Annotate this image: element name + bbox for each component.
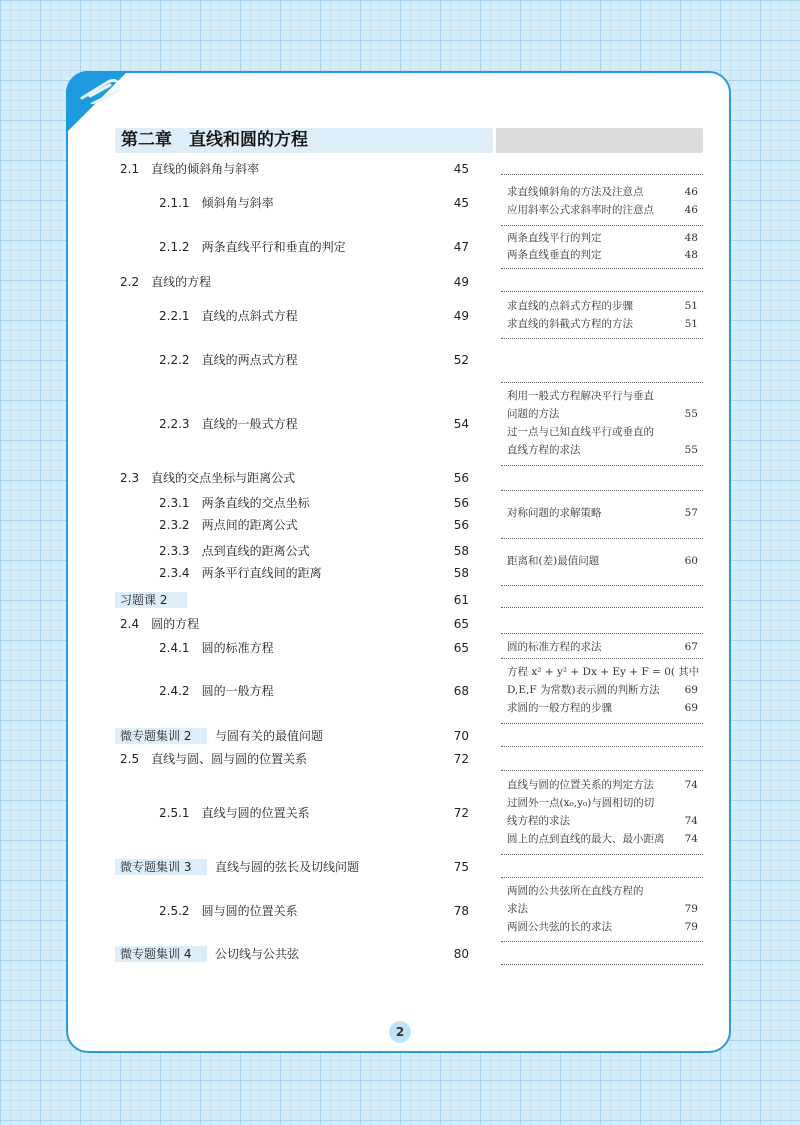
note-item[interactable] — [507, 664, 698, 681]
paperclip-icon — [78, 78, 122, 104]
toc-entry[interactable] — [159, 565, 469, 581]
section-number: 2.1.2 — [159, 240, 190, 254]
section-title: 倾斜角与斜率 — [201, 196, 274, 210]
section-page: 78 — [453, 904, 469, 918]
note-item[interactable] — [507, 202, 698, 219]
note-item[interactable] — [507, 505, 698, 522]
note-page: 46 — [684, 186, 698, 198]
section-page: 58 — [453, 566, 469, 580]
special-tag: 微专题集训 4 — [115, 946, 207, 962]
note-text: 求直线的斜截式方程的方法 — [507, 318, 633, 330]
note-page: 60 — [684, 555, 698, 567]
section-page: 47 — [453, 240, 469, 254]
section-number: 2.1 — [120, 162, 140, 176]
toc-entry[interactable] — [159, 683, 469, 699]
note-text: 圆上的点到直线的最大、最小距离 — [507, 833, 665, 845]
section-page: 49 — [453, 275, 469, 289]
exercise-tag: 习题课 2 — [115, 592, 187, 608]
note-separator — [501, 633, 703, 634]
toc-entry[interactable] — [120, 161, 469, 177]
note-separator — [501, 770, 703, 771]
section-number: 2.3 — [120, 471, 140, 485]
note-item[interactable] — [507, 639, 698, 656]
note-separator — [501, 538, 703, 539]
note-text: D,E,F 为常数)表示圆的判断方法 — [507, 684, 660, 696]
note-item[interactable] — [507, 424, 698, 441]
note-page: 74 — [684, 815, 698, 827]
note-text: 两圆的公共弦所在直线方程的 — [507, 885, 644, 897]
toc-entry[interactable] — [120, 470, 469, 486]
toc-entry-exercise[interactable] — [115, 592, 469, 608]
note-item[interactable] — [507, 247, 698, 264]
note-item[interactable] — [507, 442, 698, 459]
note-separator — [501, 490, 703, 491]
toc-entry[interactable] — [120, 274, 469, 290]
note-item[interactable] — [507, 406, 698, 423]
note-item[interactable] — [507, 682, 698, 699]
note-text: 求圆的一般方程的步骤 — [507, 702, 612, 714]
section-page: 56 — [453, 496, 469, 510]
toc-entry[interactable] — [159, 805, 469, 821]
section-number: 2.3.1 — [159, 496, 190, 510]
note-separator — [501, 854, 703, 855]
section-title: 圆与圆的位置关系 — [201, 904, 298, 918]
note-item[interactable] — [507, 298, 698, 315]
chapter-title: 第二章 直线和圆的方程 — [115, 128, 493, 153]
notes-header-bar — [496, 128, 703, 153]
section-number: 2.4.2 — [159, 684, 190, 698]
note-separator — [501, 585, 703, 586]
section-page: 72 — [453, 752, 469, 766]
section-title: 圆的方程 — [151, 617, 200, 631]
note-item[interactable] — [507, 831, 698, 848]
note-item[interactable] — [507, 777, 698, 794]
section-title: 直线的点斜式方程 — [201, 309, 298, 323]
note-separator — [501, 465, 703, 466]
note-item[interactable] — [507, 795, 698, 812]
toc-entry[interactable] — [159, 640, 469, 656]
note-text: 求直线的点斜式方程的步骤 — [507, 300, 633, 312]
section-number: 2.1.1 — [159, 196, 190, 210]
toc-entry[interactable] — [159, 416, 469, 432]
note-separator — [501, 877, 703, 878]
section-title: 直线的倾斜角与斜率 — [151, 162, 260, 176]
section-title: 两点间的距离公式 — [201, 518, 298, 532]
note-separator — [501, 658, 703, 659]
note-item[interactable] — [507, 388, 698, 405]
note-text: 过圆外一点(x₀,y₀)与圆相切的切 — [507, 797, 655, 809]
note-page: 67 — [684, 641, 698, 653]
section-page: 80 — [453, 947, 469, 961]
toc-entry[interactable] — [159, 543, 469, 559]
note-item[interactable] — [507, 184, 698, 201]
note-separator — [501, 607, 703, 608]
note-separator — [501, 941, 703, 942]
note-separator — [501, 964, 703, 965]
note-text: 线方程的求法 — [507, 815, 570, 827]
section-title: 两条直线平行和垂直的判定 — [201, 240, 346, 254]
note-page: 69 — [684, 702, 698, 714]
section-number: 2.2.1 — [159, 309, 190, 323]
note-page: 74 — [684, 833, 698, 845]
note-page: 46 — [684, 204, 698, 216]
special-tag: 微专题集训 3 — [115, 859, 207, 875]
note-text: 两圆公共弦的长的求法 — [507, 921, 612, 933]
note-separator — [501, 382, 703, 383]
section-page: 65 — [453, 617, 469, 631]
note-page: 79 — [684, 921, 698, 933]
section-title: 点到直线的距离公式 — [201, 544, 310, 558]
note-item[interactable] — [507, 883, 698, 900]
note-text: 距离和(差)最值问题 — [507, 555, 600, 567]
note-item[interactable] — [507, 230, 698, 247]
toc-entry[interactable] — [120, 616, 469, 632]
note-separator — [501, 338, 703, 339]
special-tag: 微专题集训 2 — [115, 728, 207, 744]
toc-entry-special[interactable] — [115, 946, 469, 962]
section-title: 两条直线的交点坐标 — [201, 496, 310, 510]
section-page: 72 — [453, 806, 469, 820]
section-page: 75 — [453, 860, 469, 874]
note-text: 两条直线平行的判定 — [507, 232, 602, 244]
section-page: 61 — [453, 593, 469, 607]
note-text: 两条直线垂直的判定 — [507, 249, 602, 261]
note-item[interactable] — [507, 813, 698, 830]
note-page: 57 — [684, 507, 698, 519]
note-text: 圆的标准方程的求法 — [507, 641, 602, 653]
toc-entry[interactable] — [159, 239, 469, 255]
section-number: 2.5.1 — [159, 806, 190, 820]
note-page: 69 — [684, 684, 698, 696]
section-number: 2.5.2 — [159, 904, 190, 918]
section-page: 56 — [453, 518, 469, 532]
note-page: 79 — [684, 903, 698, 915]
note-page: 51 — [684, 300, 698, 312]
note-text: 过一点与已知直线平行或垂直的 — [507, 426, 654, 438]
note-separator — [501, 225, 703, 226]
section-page: 65 — [453, 641, 469, 655]
note-text: 直线与圆的位置关系的判定方法 — [507, 779, 654, 791]
section-title: 圆的标准方程 — [201, 641, 274, 655]
section-number: 2.2.3 — [159, 417, 190, 431]
section-page: 52 — [453, 353, 469, 367]
note-text: 对称问题的求解策略 — [507, 507, 602, 519]
section-title: 直线与圆的弦长及切线问题 — [215, 860, 360, 874]
note-item[interactable] — [507, 700, 698, 717]
note-page: 55 — [684, 444, 698, 456]
note-item[interactable] — [507, 901, 698, 918]
section-title: 两条平行直线间的距离 — [201, 566, 322, 580]
section-page: 70 — [453, 729, 469, 743]
note-separator — [501, 723, 703, 724]
section-page: 45 — [453, 162, 469, 176]
section-page: 54 — [453, 417, 469, 431]
note-item[interactable] — [507, 553, 698, 570]
note-text: 求法 — [507, 903, 528, 915]
section-page: 56 — [453, 471, 469, 485]
section-number: 2.5 — [120, 752, 140, 766]
toc-entry-special[interactable] — [115, 728, 469, 744]
section-number: 2.3.4 — [159, 566, 190, 580]
section-page: 49 — [453, 309, 469, 323]
section-page: 45 — [453, 196, 469, 210]
note-item[interactable] — [507, 316, 698, 333]
section-page: 68 — [453, 684, 469, 698]
toc-entry[interactable] — [159, 308, 469, 324]
section-title: 直线的两点式方程 — [201, 353, 298, 367]
section-number: 2.3.3 — [159, 544, 190, 558]
section-title: 直线的方程 — [151, 275, 212, 289]
section-title: 直线的一般式方程 — [201, 417, 298, 431]
section-number: 2.4 — [120, 617, 140, 631]
section-title: 与圆有关的最值问题 — [215, 729, 324, 743]
note-page: 51 — [684, 318, 698, 330]
note-page: 48 — [684, 249, 698, 261]
toc-entry[interactable] — [159, 495, 469, 511]
note-text: 方程 x² + y² + Dx + Ey + F = 0( 其中 — [507, 666, 700, 678]
toc-entry[interactable] — [159, 517, 469, 533]
note-text: 利用一般式方程解决平行与垂直 — [507, 390, 654, 402]
toc-entry[interactable] — [120, 751, 469, 767]
note-item[interactable] — [507, 919, 698, 936]
toc-entry[interactable] — [159, 195, 469, 211]
page-number-badge: 2 — [389, 1021, 411, 1043]
section-title: 直线与圆、圆与圆的位置关系 — [151, 752, 308, 766]
toc-entry[interactable] — [159, 352, 469, 368]
section-title: 直线与圆的位置关系 — [201, 806, 310, 820]
section-number: 2.3.2 — [159, 518, 190, 532]
note-text: 求直线倾斜角的方法及注意点 — [507, 186, 644, 198]
section-page: 58 — [453, 544, 469, 558]
section-title: 公切线与公共弦 — [215, 947, 300, 961]
note-page: 48 — [684, 232, 698, 244]
note-page: 55 — [684, 408, 698, 420]
note-separator — [501, 268, 703, 269]
section-title: 圆的一般方程 — [201, 684, 274, 698]
toc-entry[interactable] — [159, 903, 469, 919]
section-number: 2.2.2 — [159, 353, 190, 367]
note-page: 74 — [684, 779, 698, 791]
note-text: 应用斜率公式求斜率时的注意点 — [507, 204, 654, 216]
section-title: 直线的交点坐标与距离公式 — [151, 471, 296, 485]
note-text: 直线方程的求法 — [507, 444, 581, 456]
note-separator — [501, 291, 703, 292]
section-number: 2.2 — [120, 275, 140, 289]
note-text: 问题的方法 — [507, 408, 560, 420]
note-separator — [501, 174, 703, 175]
section-number: 2.4.1 — [159, 641, 190, 655]
note-separator — [501, 746, 703, 747]
toc-entry-special[interactable] — [115, 859, 469, 875]
